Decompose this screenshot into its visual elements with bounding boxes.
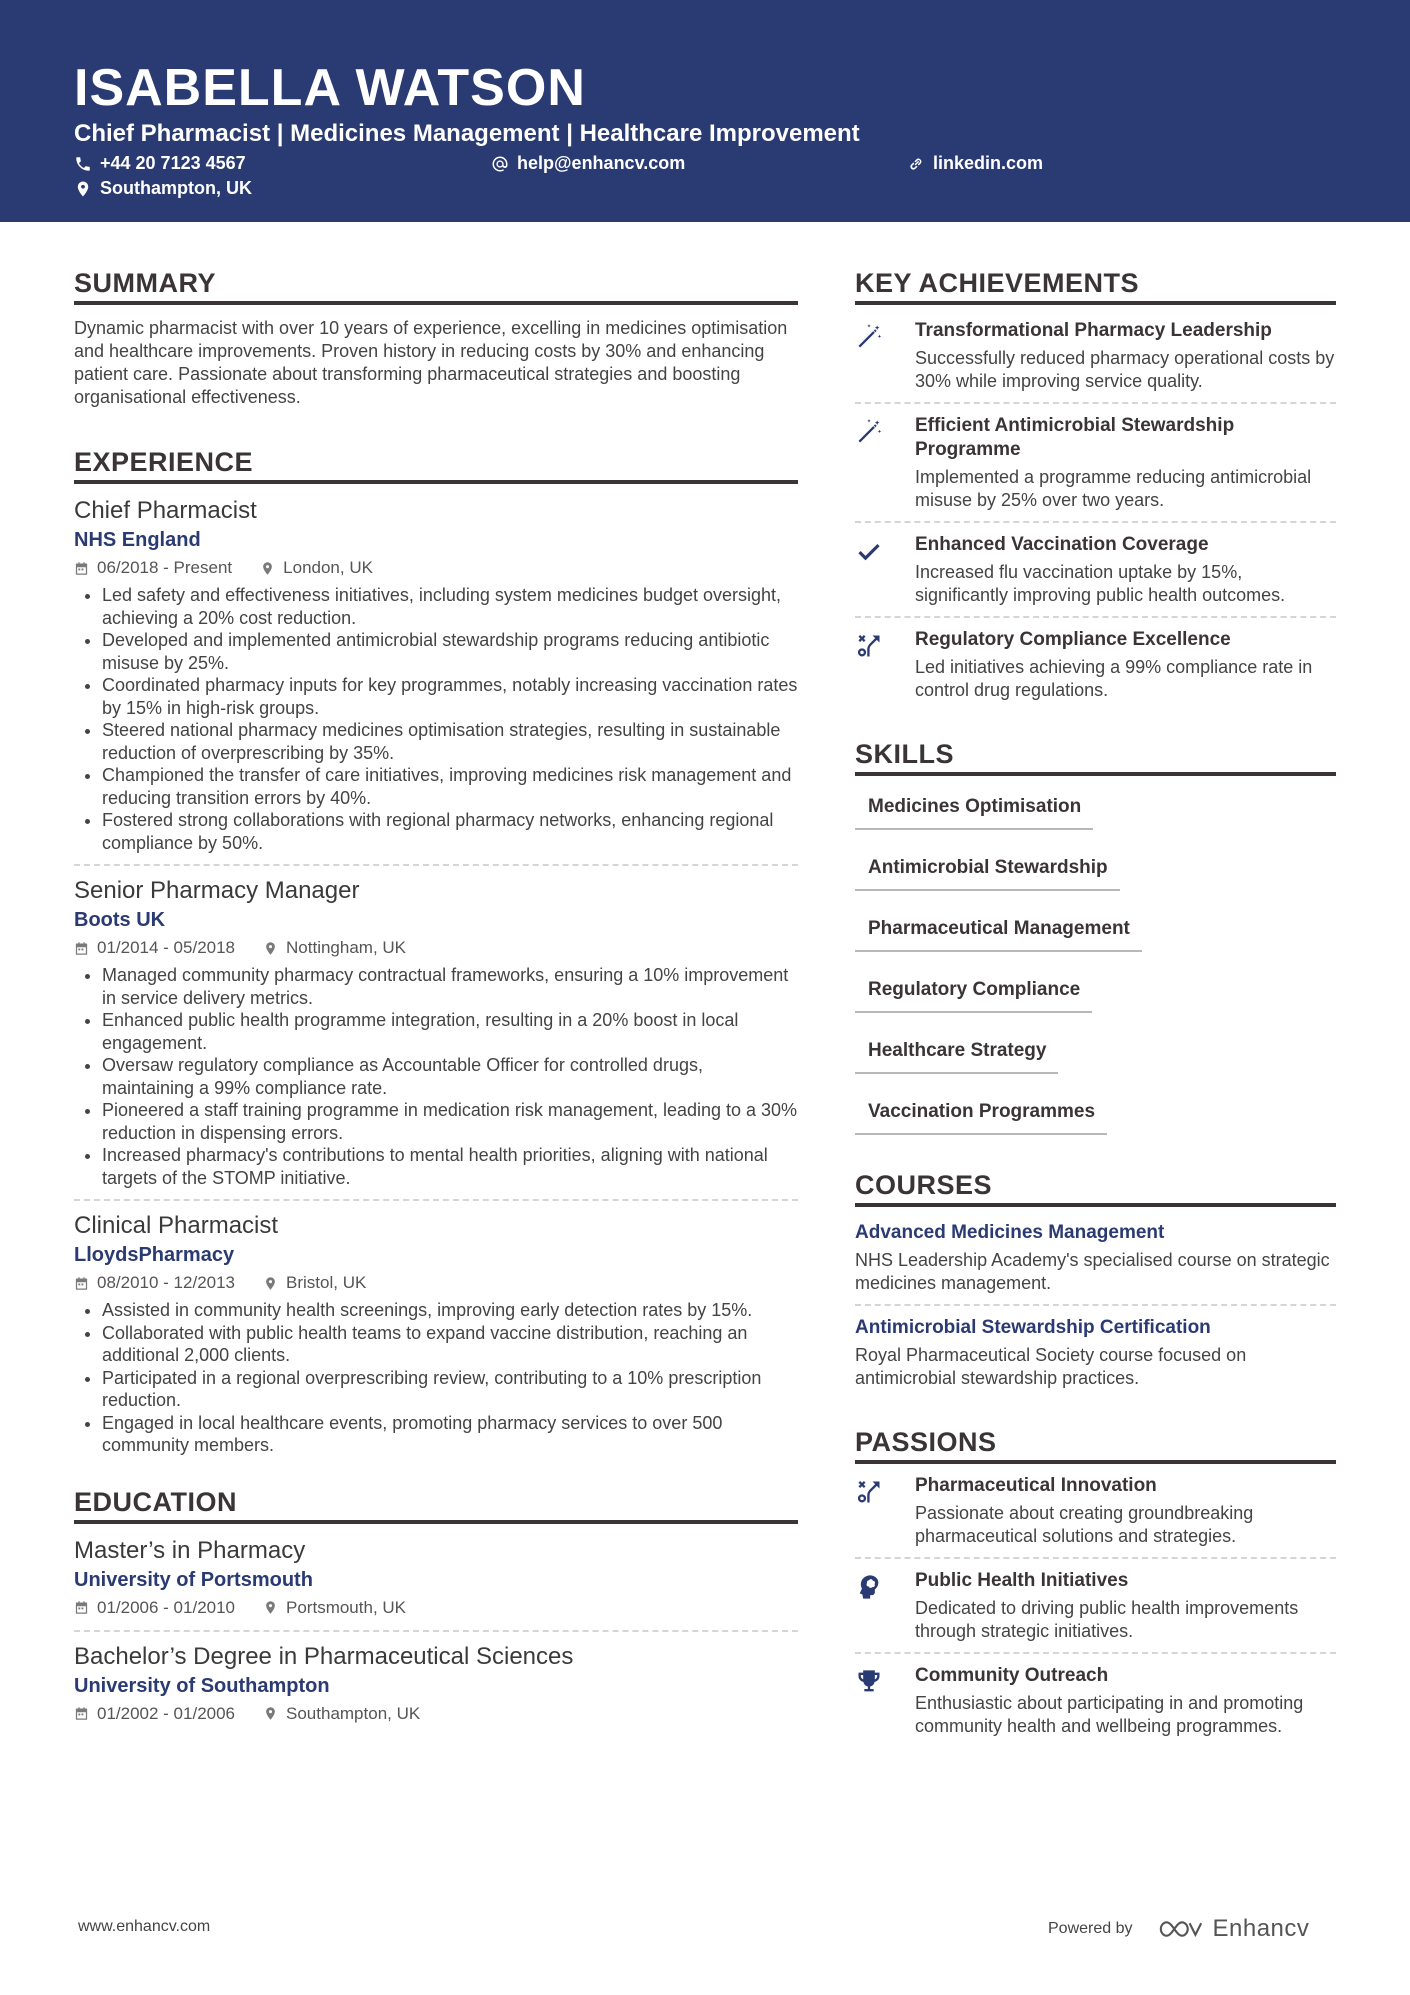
bullet-item: • Pioneered a staff training programme in medication risk management, leading to a 30% reduction in dispensing errors. bbox=[102, 1099, 798, 1144]
achievements-section bbox=[855, 268, 1336, 711]
at-sign-icon bbox=[491, 155, 509, 173]
courses-heading: COURSES bbox=[855, 1170, 1336, 1207]
contact-location bbox=[74, 178, 252, 199]
link-icon bbox=[907, 155, 925, 173]
footer-branding bbox=[1048, 1915, 1309, 1943]
job-company: NHS England bbox=[74, 529, 201, 551]
course-title: Antimicrobial Stewardship Certification bbox=[855, 1317, 1211, 1338]
passion-title: Pharmaceutical Innovation bbox=[915, 1475, 1157, 1496]
job-title: Senior Pharmacy Manager bbox=[74, 877, 360, 904]
job-bullets bbox=[74, 1299, 798, 1457]
job-title: Clinical Pharmacist bbox=[74, 1212, 279, 1239]
education-location: Portsmouth, UK bbox=[286, 1597, 407, 1617]
passion-item bbox=[855, 1654, 1336, 1747]
job-location: Bristol, UK bbox=[286, 1273, 367, 1292]
candidate-title: Chief Pharmacist | Medicines Management | Healthcare Improvement bbox=[74, 120, 860, 147]
bullet-item: • Managed community pharmacy contractual frameworks, ensuring a 10% improvement in service delivery metrics. bbox=[102, 964, 798, 1009]
achievement-desc: Led initiatives achieving a 99% compliance rate in control drug regulations. bbox=[915, 657, 1313, 700]
skill-tag: Medicines Optimisation bbox=[855, 786, 1093, 830]
bullet-item: • Oversaw regulatory compliance as Accountable Officer for controlled drugs, maintaining a 99% compliance rate. bbox=[102, 1054, 798, 1099]
bullet-item: • Enhanced public health programme integration, resulting in a 20% boost in local engagement. bbox=[102, 1009, 798, 1054]
passion-desc: Passionate about creating groundbreaking pharmaceutical solutions and strategies. bbox=[915, 1503, 1254, 1546]
passion-desc: Dedicated to driving public health improvements through strategic initiatives. bbox=[915, 1598, 1299, 1641]
divider bbox=[74, 1199, 798, 1201]
magic-wand-icon bbox=[855, 418, 883, 446]
job-location: London, UK bbox=[283, 558, 373, 577]
checkmark-icon bbox=[855, 537, 883, 565]
linkedin-text: linkedin.com bbox=[933, 153, 1044, 173]
candidate-name: ISABELLA WATSON bbox=[74, 59, 586, 117]
course-item bbox=[855, 1219, 1336, 1304]
bullet-item: • Collaborated with public health teams to expand vaccine distribution, reaching an additional 2,000 clients. bbox=[102, 1322, 798, 1367]
location-pin-icon bbox=[260, 561, 275, 576]
education-location: Southampton, UK bbox=[286, 1703, 421, 1723]
education-section bbox=[74, 1487, 798, 1726]
summary-heading: SUMMARY bbox=[74, 268, 798, 305]
magic-wand-icon bbox=[855, 323, 883, 351]
phone-icon bbox=[74, 155, 92, 173]
email-text: help@enhancv.com bbox=[517, 153, 686, 173]
passion-title: Community Outreach bbox=[915, 1665, 1109, 1686]
location-pin-icon bbox=[74, 180, 92, 198]
achievement-item bbox=[855, 404, 1336, 521]
course-title: Advanced Medicines Management bbox=[855, 1222, 1165, 1243]
passions-section bbox=[855, 1427, 1336, 1747]
education-heading: EDUCATION bbox=[74, 1487, 798, 1524]
location-pin-icon bbox=[263, 1276, 278, 1291]
passion-title: Public Health Initiatives bbox=[915, 1570, 1129, 1591]
education-dates: 01/2006 - 01/2010 bbox=[97, 1597, 236, 1617]
bullet-item: • Fostered strong collaborations with regional pharmacy networks, enhancing regional compliance by 50%. bbox=[102, 809, 798, 854]
bullet-item: • Steered national pharmacy medicines optimisation strategies, resulting in sustainable reduction of overprescribing by 35%. bbox=[102, 719, 798, 764]
location-pin-icon bbox=[263, 1706, 278, 1721]
education-entry bbox=[74, 1642, 798, 1726]
divider bbox=[74, 864, 798, 866]
achievement-item bbox=[855, 618, 1336, 711]
bullet-item: • Assisted in community health screenings, improving early detection rates by 15%. bbox=[102, 1299, 798, 1322]
achievements-heading: KEY ACHIEVEMENTS bbox=[855, 268, 1336, 305]
education-dates: 01/2002 - 01/2006 bbox=[97, 1703, 236, 1723]
contact-email[interactable] bbox=[491, 153, 685, 174]
courses-section bbox=[855, 1170, 1336, 1389]
strategy-arrow-icon bbox=[855, 632, 883, 660]
job-company: LloydsPharmacy bbox=[74, 1244, 235, 1266]
bullet-item: • Engaged in local healthcare events, promoting pharmacy services to over 500 community members. bbox=[102, 1412, 798, 1457]
education-meta bbox=[74, 1702, 798, 1726]
divider bbox=[74, 1630, 798, 1632]
bullet-item: • Coordinated pharmacy inputs for key programmes, notably increasing vaccination rates by 15% in high-risk groups. bbox=[102, 674, 798, 719]
powered-by-text: Powered by bbox=[1048, 1920, 1133, 1937]
summary-section bbox=[74, 268, 798, 409]
job-entry bbox=[74, 876, 798, 1189]
achievement-title: Enhanced Vaccination Coverage bbox=[915, 534, 1209, 555]
passion-item bbox=[855, 1559, 1336, 1652]
contact-linkedin[interactable] bbox=[907, 153, 1043, 174]
job-location: Nottingham, UK bbox=[286, 938, 407, 957]
location-pin-icon bbox=[263, 1600, 278, 1615]
education-meta bbox=[74, 1596, 798, 1620]
job-meta bbox=[74, 556, 798, 580]
achievement-desc: Successfully reduced pharmacy operational costs by 30% while improving service quality. bbox=[915, 348, 1335, 391]
achievement-title: Efficient Antimicrobial Stewardship Programme bbox=[915, 415, 1235, 460]
achievement-item bbox=[855, 309, 1336, 402]
calendar-icon bbox=[74, 1276, 89, 1291]
job-title: Chief Pharmacist bbox=[74, 497, 257, 524]
calendar-icon bbox=[74, 561, 89, 576]
skills-heading: SKILLS bbox=[855, 739, 1336, 776]
header-banner bbox=[0, 0, 1410, 222]
school-name: University of Portsmouth bbox=[74, 1568, 313, 1591]
calendar-icon bbox=[74, 1600, 89, 1615]
right-column bbox=[855, 268, 1336, 1747]
calendar-icon bbox=[74, 941, 89, 956]
job-dates: 06/2018 - Present bbox=[97, 558, 233, 577]
experience-section bbox=[74, 447, 798, 1457]
job-entry bbox=[74, 496, 798, 854]
passion-desc: Enthusiastic about participating in and promoting community health and wellbeing programmes. bbox=[915, 1693, 1304, 1736]
achievement-desc: Implemented a programme reducing antimicrobial misuse by 25% over two years. bbox=[915, 467, 1312, 510]
achievement-desc: Increased flu vaccination uptake by 15%, significantly improving public health outcomes. bbox=[915, 562, 1286, 605]
course-desc: NHS Leadership Academy's specialised course on strategic medicines management. bbox=[855, 1250, 1330, 1293]
education-entry bbox=[74, 1536, 798, 1620]
phone-text: +44 20 7123 4567 bbox=[100, 153, 246, 173]
location-text: Southampton, UK bbox=[100, 178, 252, 198]
experience-heading: EXPERIENCE bbox=[74, 447, 798, 484]
contact-phone bbox=[74, 153, 246, 174]
skill-tag: Healthcare Strategy bbox=[855, 1030, 1058, 1074]
job-bullets bbox=[74, 584, 798, 854]
school-name: University of Southampton bbox=[74, 1674, 330, 1697]
bullet-item: • Developed and implemented antimicrobial stewardship programs reducing antibiotic misuse by 25%. bbox=[102, 629, 798, 674]
degree-title: Bachelor’s Degree in Pharmaceutical Sciences bbox=[74, 1642, 574, 1670]
job-bullets bbox=[74, 964, 798, 1189]
strategy-arrow-icon bbox=[855, 1478, 883, 1506]
job-company: Boots UK bbox=[74, 909, 166, 931]
skill-tag: Pharmaceutical Management bbox=[855, 908, 1142, 952]
bullet-item: • Participated in a regional overprescribing review, contributing to a 10% prescription reduction. bbox=[102, 1367, 798, 1412]
achievement-item bbox=[855, 523, 1336, 616]
job-dates: 01/2014 - 05/2018 bbox=[97, 938, 236, 957]
job-dates: 08/2010 - 12/2013 bbox=[97, 1273, 236, 1292]
passion-item bbox=[855, 1468, 1336, 1557]
footer-website[interactable]: www.enhancv.com bbox=[78, 1918, 211, 1935]
summary-text: Dynamic pharmacist with over 10 years of experience, excelling in medicines optimisation and healthcare improvements. Proven history in reducing costs by 30% and enhancing patient care. Passionate about transforming pharmaceutical strategies and boosting organisational effectiveness. bbox=[74, 318, 788, 407]
skill-tag: Vaccination Programmes bbox=[855, 1091, 1107, 1135]
degree-title: Master’s in Pharmacy bbox=[74, 1536, 306, 1564]
course-desc: Royal Pharmaceutical Society course focused on antimicrobial stewardship practices. bbox=[855, 1345, 1247, 1388]
achievement-title: Transformational Pharmacy Leadership bbox=[915, 320, 1272, 341]
skill-tag: Antimicrobial Stewardship bbox=[855, 847, 1120, 891]
bullet-item: • Championed the transfer of care initiatives, improving medicines risk management and reducing transition errors by 40%. bbox=[102, 764, 798, 809]
enhancv-logo-icon bbox=[1157, 1917, 1205, 1941]
location-pin-icon bbox=[263, 941, 278, 956]
passions-heading: PASSIONS bbox=[855, 1427, 1336, 1464]
job-meta bbox=[74, 936, 798, 960]
bullet-item: • Led safety and effectiveness initiatives, including system medicines budget oversight, achieving a 20% cost reduction. bbox=[102, 584, 798, 629]
brand-name: Enhancv bbox=[1212, 1915, 1310, 1942]
head-brain-icon bbox=[855, 1573, 883, 1601]
job-meta bbox=[74, 1271, 798, 1295]
divider bbox=[855, 1304, 1336, 1306]
trophy-icon bbox=[855, 1668, 883, 1696]
achievement-title: Regulatory Compliance Excellence bbox=[915, 629, 1231, 650]
skill-tag: Regulatory Compliance bbox=[855, 969, 1092, 1013]
job-entry bbox=[74, 1211, 798, 1457]
skills-section bbox=[855, 739, 1336, 1152]
bullet-item: • Increased pharmacy's contributions to mental health priorities, aligning with national targets of the STOMP initiative. bbox=[102, 1144, 798, 1189]
course-item bbox=[855, 1316, 1336, 1389]
left-column bbox=[74, 268, 798, 1736]
calendar-icon bbox=[74, 1706, 89, 1721]
